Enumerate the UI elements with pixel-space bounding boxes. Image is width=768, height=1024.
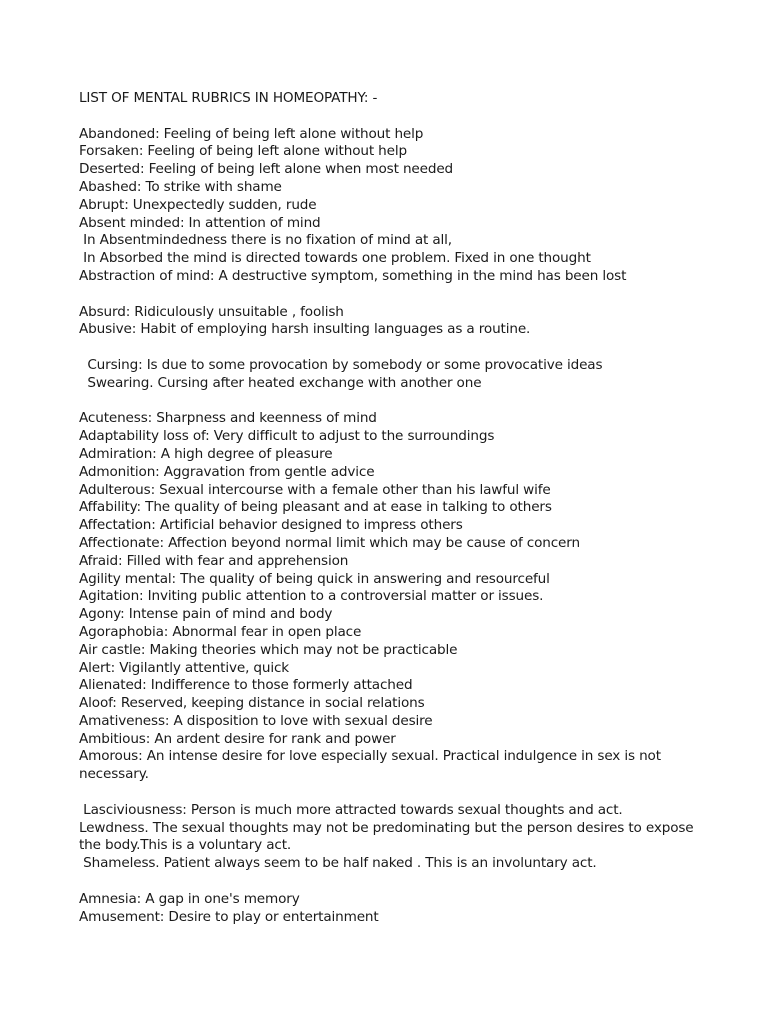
- rubric-line: Alert: Vigilantly attentive, quick: [79, 659, 290, 676]
- rubric-line: Abusive: Habit of employing harsh insulting languages as a routine.: [79, 321, 531, 338]
- rubric-line: Abandoned: Feeling of being left alone without help: [79, 125, 424, 142]
- rubric-line: Abashed: To strike with shame: [79, 178, 282, 195]
- rubric-line: Admiration: A high degree of pleasure: [79, 445, 333, 462]
- rubric-line: Admonition: Aggravation from gentle advice: [79, 463, 375, 480]
- rubric-line: Aloof: Reserved, keeping distance in social relations: [79, 695, 425, 712]
- rubric-line: Affability: The quality of being pleasant and at ease in talking to others: [79, 499, 552, 516]
- rubric-note: Lasciviousness: Person is much more attracted towards sexual thoughts and act.: [79, 801, 623, 818]
- rubric-line: Acuteness: Sharpness and keenness of mind: [79, 410, 377, 427]
- rubric-line: Abrupt: Unexpectedly sudden, rude: [79, 196, 317, 213]
- document-title: LIST OF MENTAL RUBRICS IN HOMEOPATHY: -: [79, 90, 378, 106]
- spacer: [79, 784, 719, 802]
- rubric-line: Agility mental: The quality of being quick in answering and resourceful: [79, 570, 550, 587]
- rubric-line: Amativeness: A disposition to love with sexual desire: [79, 712, 433, 729]
- rubric-note: Shameless. Patient always seem to be half naked . This is an involuntary act.: [79, 855, 597, 872]
- rubric-line: Affectation: Artificial behavior designed to impress others: [79, 517, 463, 534]
- rubric-line: Ambitious: An ardent desire for rank and power: [79, 730, 396, 747]
- spacer: [79, 108, 719, 126]
- rubric-note: Cursing: Is due to some provocation by somebody or some provocative ideas: [79, 356, 603, 373]
- rubric-lewdness: Lewdness. The sexual thoughts may not be predominating but the person desires to expose the body.This is a voluntary act.: [79, 819, 694, 854]
- rubric-note: In Absentmindedness there is no fixation of mind at all,: [79, 232, 452, 249]
- rubric-line: Adaptability loss of: Very difficult to adjust to the surroundings: [79, 428, 495, 445]
- rubric-line: Abstraction of mind: A destructive symptom, something in the mind has been lost: [79, 267, 627, 284]
- rubric-line: Agony: Intense pain of mind and body: [79, 606, 333, 623]
- rubric-line: Forsaken: Feeling of being left alone without help: [79, 143, 407, 160]
- rubric-line: Agoraphobia: Abnormal fear in open place: [79, 623, 362, 640]
- rubric-line: Alienated: Indifference to those formerly attached: [79, 677, 413, 694]
- rubric-amorous: Amorous: An intense desire for love especially sexual. Practical indulgence in sex is not necessary.: [79, 748, 661, 783]
- rubric-line: Absent minded: In attention of mind: [79, 214, 321, 231]
- rubric-line: Amusement: Desire to play or entertainment: [79, 908, 379, 925]
- spacer: [79, 339, 719, 357]
- rubric-line: Adulterous: Sexual intercourse with a female other than his lawful wife: [79, 481, 551, 498]
- spacer: [79, 873, 719, 891]
- rubric-note: Swearing. Cursing after heated exchange with another one: [79, 374, 482, 391]
- rubric-line: Air castle: Making theories which may not be practicable: [79, 641, 458, 658]
- document-page: [79, 90, 719, 926]
- rubric-line: Amnesia: A gap in one's memory: [79, 890, 300, 907]
- rubric-note: In Absorbed the mind is directed towards one problem. Fixed in one thought: [79, 250, 591, 267]
- spacer: [79, 393, 719, 411]
- rubric-line: Deserted: Feeling of being left alone when most needed: [79, 161, 454, 178]
- rubric-line: Absurd: Ridiculously unsuitable , foolish: [79, 303, 344, 320]
- rubric-line: Affectionate: Affection beyond normal limit which may be cause of concern: [79, 534, 580, 551]
- spacer: [79, 286, 719, 304]
- rubric-line: Agitation: Inviting public attention to a controversial matter or issues.: [79, 588, 544, 605]
- rubric-line: Afraid: Filled with fear and apprehension: [79, 552, 349, 569]
